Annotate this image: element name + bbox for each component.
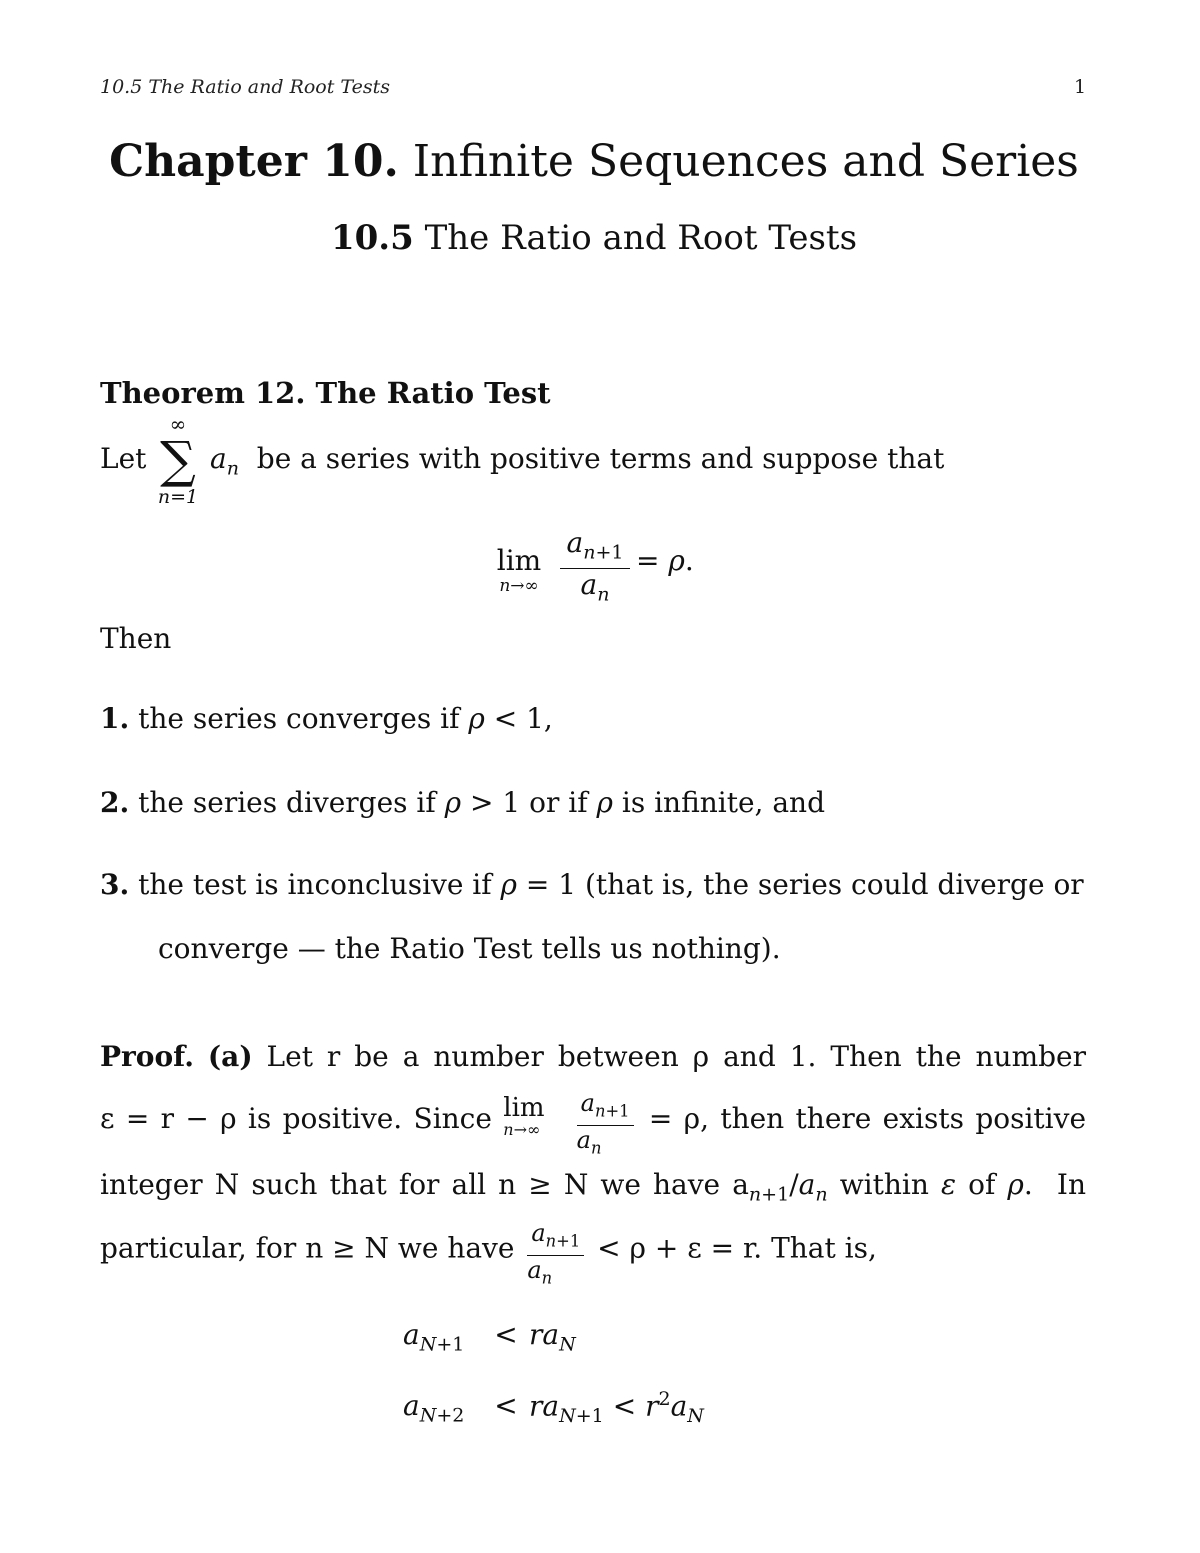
theorem-statement — [100, 412, 945, 514]
statement-rest: be a series with positive terms and suppose that — [256, 442, 945, 475]
limit-value: = ρ. — [636, 544, 694, 577]
summation-lower-limit: n=1 — [157, 486, 199, 508]
proof-text: < ρ + ε = r. That is, — [597, 1231, 877, 1265]
then-label: Then — [100, 622, 172, 655]
list-item: 2. the series diverges if ρ > 1 or if ρ is infinite, and — [100, 786, 826, 819]
limit-subscript: n→∞ — [503, 1120, 541, 1139]
chapter-name: Infinite Sequences and Series — [412, 136, 1079, 187]
item-text: = 1 (that is, the series could diverge or — [525, 868, 1084, 901]
proof-text: integer N such that for all n ≥ N we have a — [100, 1168, 749, 1201]
statement-text: $a_n$ be a series with positive terms and suppose that — [210, 442, 945, 480]
limit-operator — [488, 546, 550, 596]
proof-text: particular, for n ≥ N we have — [100, 1231, 515, 1265]
proof-text: Let r be a number between ρ and 1. Then the number — [266, 1040, 1086, 1073]
item-number: 3. — [100, 868, 130, 901]
proof-line — [100, 1090, 1086, 1160]
chapter-title — [0, 136, 1188, 187]
inequality-row: $a_{N+2} < ra_{N+1} < r^2a_N$ — [403, 1388, 704, 1428]
inequality-row: $a_{N+1} < ra_N$ — [403, 1318, 576, 1356]
list-item: 1. the series converges if ρ < 1, — [100, 702, 553, 735]
summation-upper-limit: ∞ — [169, 412, 187, 436]
proof-text: ε = r − ρ is positive. Since — [100, 1102, 492, 1135]
limit-subscript: n→∞ — [499, 576, 539, 596]
item-text: the test is inconclusive if — [138, 868, 492, 901]
page-number: 1 — [1074, 76, 1087, 98]
inline-limit-operator — [503, 1090, 561, 1150]
list-item: 3. the test is inconclusive if ρ = 1 (that is, the series could diverge or — [100, 868, 1084, 901]
proof-line — [100, 1040, 1086, 1073]
let-word: Let — [100, 442, 147, 475]
item-number: 1. — [100, 702, 130, 735]
item-text: < 1, — [493, 702, 553, 735]
summation-symbol — [150, 414, 206, 508]
item-number: 2. — [100, 786, 130, 819]
ratio-fraction — [560, 528, 630, 610]
item-text: the series converges if — [138, 702, 460, 735]
proof-line: integer N such that for all n ≥ N we have $a_{n+1}/a_n$ within ε of ρ. In — [100, 1168, 1086, 1206]
section-name: The Ratio and Root Tests — [424, 218, 858, 258]
inline-ratio-fraction: $\frac{a_{n+1}}{a_n}$ — [577, 1090, 634, 1162]
item-text: is infinite, and — [621, 786, 826, 819]
chapter-label: Chapter 10. — [109, 136, 399, 187]
inline-ratio-fraction: $\frac{a_{n+1}}{a_n}$ — [527, 1220, 584, 1292]
item-text: the series diverges if — [138, 786, 436, 819]
section-title — [0, 218, 1188, 258]
sigma-glyph: ∑ — [160, 431, 196, 489]
theorem-heading: Theorem 12. The Ratio Test — [100, 376, 551, 410]
section-number: 10.5 — [330, 218, 414, 258]
running-header-title: 10.5 The Ratio and Root Tests — [100, 76, 391, 98]
item-text: > 1 or if — [470, 786, 588, 819]
limit-word: lim — [503, 1093, 545, 1123]
proof-line — [100, 1220, 1086, 1290]
limit-equation — [488, 528, 718, 608]
fraction-numerator: $a_{n+1}$ — [560, 528, 630, 569]
proof-text: = ρ, then there exists positive — [648, 1102, 1087, 1135]
proof-part: (a) — [207, 1040, 253, 1073]
fraction-denominator: $a_n$ — [580, 567, 610, 606]
list-item-continuation: converge — the Ratio Test tells us nothing). — [158, 932, 781, 965]
limit-word: lim — [496, 544, 542, 577]
proof-label: Proof. — [100, 1040, 194, 1073]
